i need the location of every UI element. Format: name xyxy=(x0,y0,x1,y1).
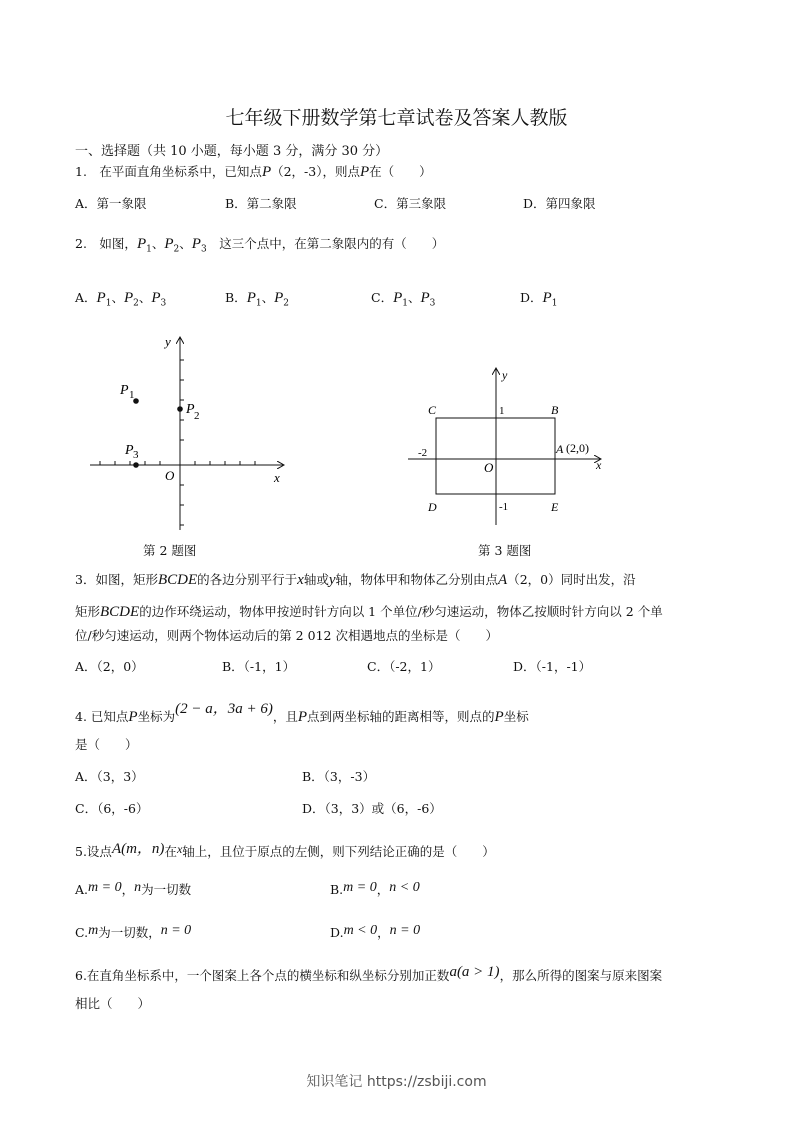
q2-p2-sub: 2 xyxy=(173,244,180,255)
q5-x: x xyxy=(176,842,183,856)
q4-text-b: 坐标为 xyxy=(137,709,176,724)
q2-option-a-label: A． xyxy=(75,290,97,305)
q4-var-p2: P xyxy=(297,709,308,725)
q2c-p1-sub: 1 xyxy=(402,298,408,309)
y-axis-label: y xyxy=(165,334,171,349)
q5-c-f1: m xyxy=(88,923,99,938)
q5-d-f1: m < 0 xyxy=(343,923,378,938)
tick-label-neg2: -2 xyxy=(418,447,428,459)
point-p2 xyxy=(177,406,183,412)
q2-option-d-label: D． xyxy=(520,290,543,305)
q5-a-text: 为一切数 xyxy=(141,882,192,897)
q2d-p1-sub: 1 xyxy=(551,298,558,309)
q2a-p3: P xyxy=(151,290,161,306)
x-axis-label: x xyxy=(596,458,602,472)
q3-text-g: 的边作环绕运动，物体甲按逆时针方向以 1 个单位/秒匀速运动，物体乙按顺时针方向以 2 个单 xyxy=(139,604,663,619)
question-2: 2. 如图，$P_1$、$P_2$、$P_3$ 这三个点中，在第二象限内的有（ ） xyxy=(75,236,445,255)
q2-option-b-label: B． xyxy=(225,290,247,305)
q4-var-p: P xyxy=(128,709,138,725)
origin-label: O xyxy=(484,460,494,475)
q2-option-c: C．$P_1$、$P_3$ xyxy=(371,290,436,309)
figure-3 xyxy=(405,365,620,530)
q1-option-c: C．第三象限 xyxy=(374,196,447,211)
point-a-coord: (2,0) xyxy=(566,441,589,455)
point-p2-label: P xyxy=(186,402,195,417)
q3-option-a: A．（2，0） xyxy=(75,659,144,674)
q2-p3-sub: 3 xyxy=(200,244,207,255)
q2b-p1-sub: 1 xyxy=(255,298,262,309)
vertex-e-label: E xyxy=(551,500,559,514)
point-p3 xyxy=(133,462,139,468)
q2c-p3: P xyxy=(420,290,430,306)
question-1 xyxy=(75,162,432,181)
q6-text-b: ，那么所得的图案与原来图案 xyxy=(499,968,663,983)
q3-rect: BCDE xyxy=(157,572,198,588)
x-axis-label: x xyxy=(274,470,280,485)
figure-3-caption: 第 3 题图 xyxy=(478,543,532,558)
q5-formula: A(m，n) xyxy=(111,841,165,857)
q2a-p3-sub: 3 xyxy=(160,298,167,309)
q5-b-f2: n < 0 xyxy=(389,880,420,895)
q5-b-label: B. xyxy=(330,882,344,897)
q2-stem-a: 2. 如图， xyxy=(75,236,137,251)
q5-a-f2: n xyxy=(134,880,142,895)
q2b-p2: P xyxy=(274,290,284,306)
page-title: 七年级下册数学第七章试卷及答案人教版 xyxy=(225,107,568,129)
q5-a-sep: ， xyxy=(121,882,135,897)
q1-stem-b: （2，-3），则点 xyxy=(271,164,360,179)
q3-y: y xyxy=(328,572,336,588)
q3-rect-2: BCDE xyxy=(100,604,140,620)
q3-option-b: B．（-1，1） xyxy=(222,659,296,674)
q2d-p1: P xyxy=(542,290,552,306)
q3-text-c: 轴或 xyxy=(303,572,329,587)
q2-p1-sub: 1 xyxy=(146,244,152,255)
q1-var-p2: P xyxy=(360,164,370,180)
y-axis-label: y xyxy=(502,368,508,382)
q5-c-label: C. xyxy=(75,925,89,940)
point-p3-label: P xyxy=(125,443,134,458)
q4-option-b: B．（3，-3） xyxy=(302,769,376,784)
question-3-line-1 xyxy=(75,570,636,589)
question-4-line-2: 是（ ） xyxy=(75,737,138,752)
point-p1-sub: 1 xyxy=(129,389,135,401)
q3-x: x xyxy=(297,572,304,588)
x-ticks xyxy=(100,461,255,465)
q4-option-a: A．（3，3） xyxy=(75,769,144,784)
q3-point-a: A xyxy=(498,572,508,588)
q5-option-a xyxy=(75,880,191,899)
q3-text-d: 轴，物体甲和物体乙分别由点 xyxy=(335,572,499,587)
q6-text-a: 6.在直角坐标系中，一个图案上各个点的横坐标和纵坐标分别加正数 xyxy=(75,968,450,983)
q2-p2: P xyxy=(164,236,174,252)
q2a-p2: P xyxy=(123,290,134,306)
q2a-p1: P xyxy=(96,290,106,306)
q5-text-a: 5.设点 xyxy=(75,844,112,859)
q4-option-c: C．（6，-6） xyxy=(75,801,149,816)
vertex-b-label: B xyxy=(551,403,559,417)
q2b-p1: P xyxy=(246,290,256,306)
q5-option-c xyxy=(75,923,191,942)
q5-b-sep: ， xyxy=(376,882,390,897)
q1-stem-a: 1. 在平面直角坐标系中，已知点 xyxy=(75,164,262,179)
q4-text-a: 4. 已知点 xyxy=(75,709,129,724)
q4-formula: (2 − a，3a + 6) xyxy=(175,701,273,717)
q3-text-b: 的各边分别平行于 xyxy=(197,572,298,587)
q3-option-d: D．（-1，-1） xyxy=(513,659,592,674)
q3-text-f: 矩形 xyxy=(75,604,101,619)
question-6-line-2: 相比（ ） xyxy=(75,996,151,1011)
question-3-line-2 xyxy=(75,602,663,621)
q3-option-c: C．（-2，1） xyxy=(367,659,441,674)
q3-text-a: 3．如图，矩形 xyxy=(75,572,158,587)
q4-var-p3: P xyxy=(494,709,504,725)
q5-c-text: 为一切数， xyxy=(98,925,161,940)
question-6 xyxy=(75,966,662,985)
question-3-line-3: 位/秒匀速运动，则两个物体运动后的第 2 012 次相遇地点的坐标是（ ） xyxy=(75,628,498,643)
q2-option-a: A．$P_1$、$P_2$、$P_3$ xyxy=(75,290,167,309)
q2-option-b: B．$P_1$、$P_2$ xyxy=(225,290,290,309)
q5-option-d xyxy=(330,923,420,942)
q5-a-f1: m = 0 xyxy=(88,880,122,895)
question-5 xyxy=(75,840,495,861)
q2-p3: P xyxy=(191,236,201,252)
point-p3-sub: 3 xyxy=(133,449,139,461)
q5-d-sep: ， xyxy=(377,925,390,940)
q2-option-d xyxy=(520,288,557,309)
point-a-label: A xyxy=(556,442,564,456)
q2c-p1: P xyxy=(393,290,403,306)
point-p2-sub: 2 xyxy=(194,410,200,422)
q2-stem-b: 这三个点中，在第二象限内的有（ ） xyxy=(219,236,445,251)
point-p1-label: P xyxy=(120,383,129,398)
q2-option-c-label: C． xyxy=(371,290,394,305)
q1-option-a: A．第一象限 xyxy=(75,196,147,211)
q1-var-p: P xyxy=(261,164,272,180)
q2a-p1-sub: 1 xyxy=(105,298,112,309)
origin-label: O xyxy=(165,468,175,483)
footer-watermark: 知识笔记 https://zsbiji.com xyxy=(306,1074,487,1090)
q1-option-b: B．第二象限 xyxy=(225,196,297,211)
q2a-p2-sub: 2 xyxy=(133,298,139,309)
q4-text-d: 点到两坐标轴的距离相等，则点的 xyxy=(307,709,495,724)
section-heading: 一、选择题（共 10 小题，每小题 3 分，满分 30 分） xyxy=(75,144,389,159)
q1-option-d: D．第四象限 xyxy=(523,196,596,211)
q4-text-c: ，且 xyxy=(272,709,298,724)
q3-text-e: （2，0）同时出发，沿 xyxy=(507,572,636,587)
q5-option-b xyxy=(330,880,420,899)
question-4 xyxy=(75,701,529,726)
q4-option-d: D．（3，3）或（6，-6） xyxy=(302,801,442,816)
q1-stem-c: 在（ ） xyxy=(369,164,432,179)
q2c-p3-sub: 3 xyxy=(429,298,436,309)
vertex-c-label: C xyxy=(428,403,437,417)
tick-label-neg1: -1 xyxy=(499,501,509,513)
q6-formula: a(a > 1) xyxy=(449,964,500,980)
q2-p1: P xyxy=(136,236,147,252)
q5-text-c: 轴上，且位于原点的左侧，则下列结论正确的是（ ） xyxy=(182,844,495,859)
q5-text-b: 在 xyxy=(164,844,177,859)
q4-text-e: 坐标 xyxy=(503,709,529,724)
q5-d-label: D. xyxy=(330,925,344,940)
vertex-d-label: D xyxy=(428,500,437,514)
y-ticks xyxy=(180,360,184,525)
q5-a-label: A. xyxy=(75,882,89,897)
q2b-p2-sub: 2 xyxy=(283,298,290,309)
figure-2 xyxy=(85,330,295,535)
tick-label-1: 1 xyxy=(499,405,505,417)
figure-2-caption: 第 2 题图 xyxy=(143,543,197,558)
q5-c-f2: n = 0 xyxy=(160,923,192,938)
q5-b-f1: m = 0 xyxy=(343,880,377,895)
q5-d-f2: n = 0 xyxy=(389,923,421,938)
